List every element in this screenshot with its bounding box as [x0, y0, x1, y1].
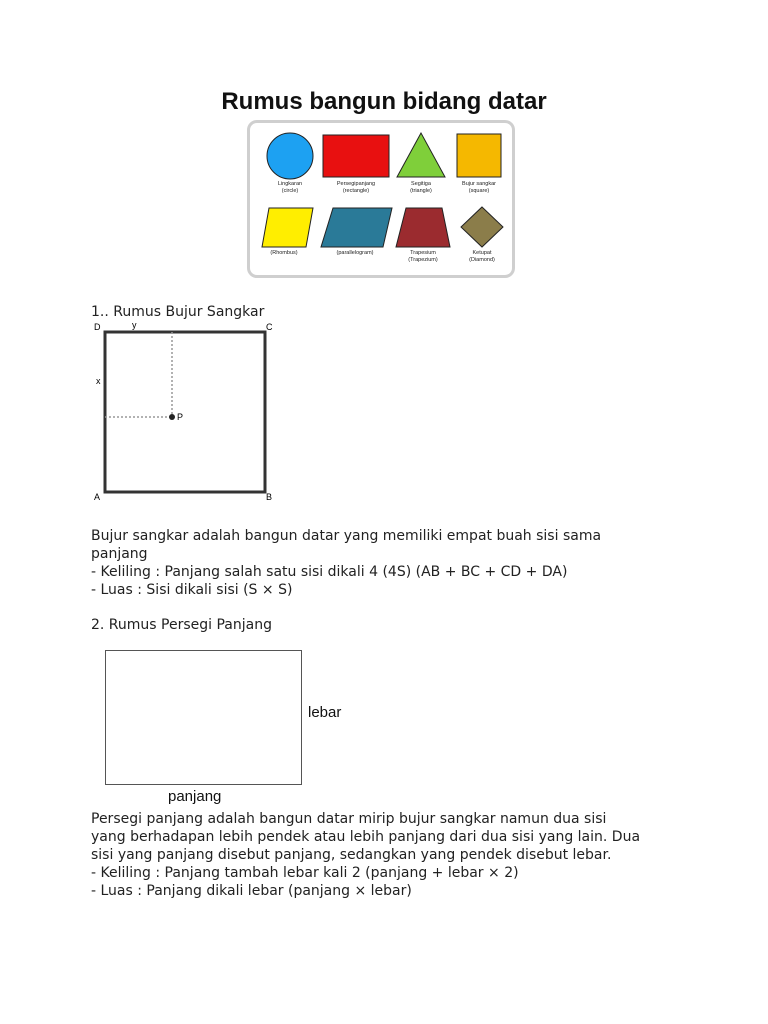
label-x: x — [96, 376, 101, 386]
trapezium-shape — [396, 208, 450, 247]
caption-circle: Lingkaran (circle) — [277, 181, 303, 194]
section1-heading: 1.. Rumus Bujur Sangkar — [91, 304, 265, 320]
point-p — [169, 414, 175, 420]
caption-parallelogram: (parallelogram) — [336, 250, 374, 256]
label-lebar: lebar — [308, 704, 342, 721]
label-b: B — [266, 492, 273, 502]
rectangle-diagram — [105, 650, 302, 785]
section2-line: sisi yang panjang disebut panjang, sedangkan yang pendek disebut lebar. — [91, 847, 612, 863]
section2-line: - Keliling : Panjang tambah lebar kali 2 (panjang + lebar × 2) — [91, 865, 519, 881]
circle-shape — [267, 133, 313, 179]
section1-text — [91, 527, 601, 599]
page-title: Rumus bangun bidang datar — [221, 88, 547, 115]
section2-line: yang berhadapan lebih pendek atau lebih panjang dari dua sisi yang lain. Dua — [91, 829, 641, 845]
section1-line: - Luas : Sisi dikali sisi (S × S) — [91, 582, 293, 598]
caption-square: Bujur sangkar (square) — [462, 181, 496, 194]
label-c: C — [266, 322, 273, 332]
section1-line: panjang — [91, 546, 148, 562]
caption-diamond: Ketupat (Diamond) — [469, 250, 495, 263]
triangle-shape — [397, 133, 445, 177]
section2-line: - Luas : Panjang dikali lebar (panjang × lebar) — [91, 883, 412, 899]
section2-line: Persegi panjang adalah bangun datar mirip bujur sangkar namun dua sisi — [91, 811, 607, 827]
section2-text — [91, 810, 640, 900]
square-outline — [105, 332, 265, 492]
square-shape — [457, 134, 501, 177]
shapes-chart — [247, 120, 515, 278]
section1-line: - Keliling : Panjang salah satu sisi dikali 4 (4S) (AB + BC + CD + DA) — [91, 564, 568, 580]
rhombus-shape — [262, 208, 313, 247]
label-p: P — [177, 412, 184, 422]
label-y: y — [132, 320, 137, 330]
caption-rhombus: (Rhombus) — [270, 250, 298, 256]
rectangle-shape — [323, 135, 389, 177]
caption-rectangle: Persegipanjang (rectangle) — [336, 181, 376, 194]
section1-line: Bujur sangkar adalah bangun datar yang memiliki empat buah sisi sama — [91, 528, 602, 544]
caption-trapezium: Trapesium (Trapezium) — [408, 250, 438, 263]
label-a: A — [94, 492, 101, 502]
section2-heading: 2. Rumus Persegi Panjang — [91, 617, 272, 633]
parallelogram-shape — [321, 208, 392, 247]
label-d: D — [94, 322, 101, 332]
diamond-shape — [461, 207, 503, 247]
label-panjang: panjang — [168, 788, 222, 805]
caption-triangle: Segitiga (triangle) — [410, 181, 432, 194]
square-diagram — [90, 320, 290, 505]
